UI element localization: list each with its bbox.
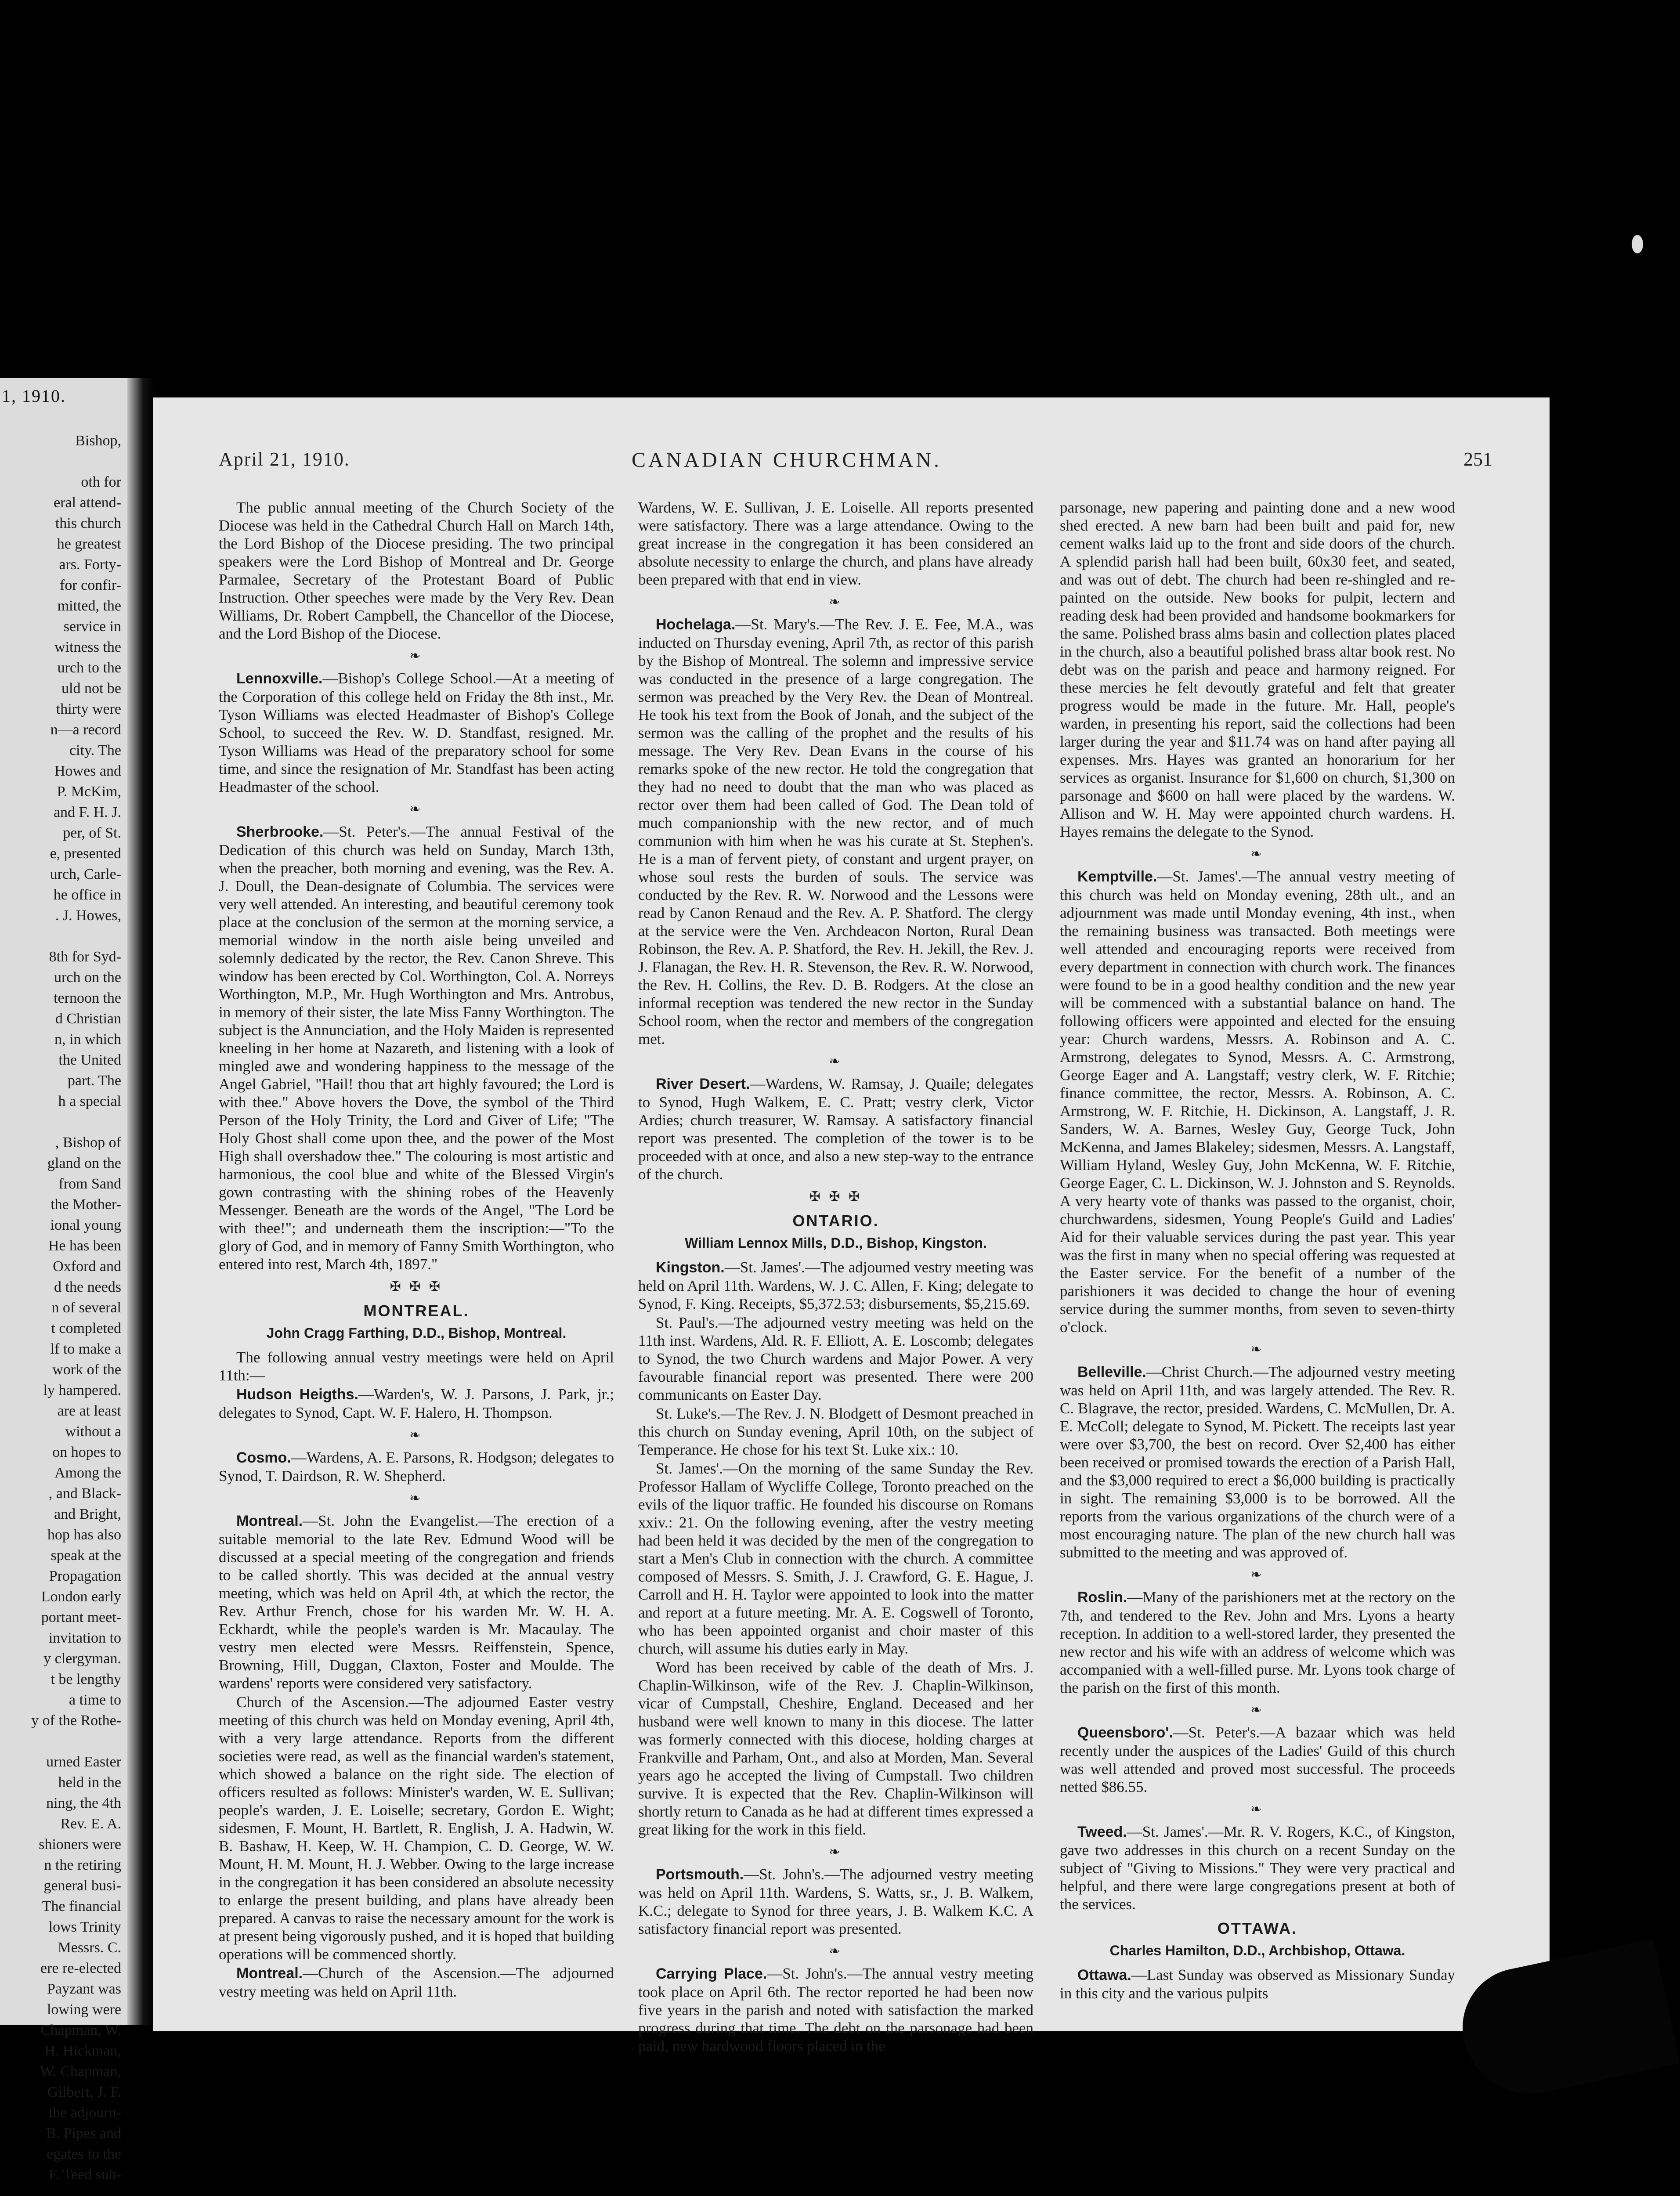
kingston-text: —St. James'.—The adjourned vestry meeting was held on April 11th. Wardens, W. J. C. Allen, F. King; delegate to Synod, F. King. Receipts, $5,372.53; disbursements, $5,215.69. [638, 1259, 1033, 1312]
fleuron-icon: ❧ [829, 1054, 843, 1069]
previous-page-line: Chapman, W. [40, 2022, 121, 2038]
montreal-bishop-line: John Cragg Farthing, D.D., Bishop, Montreal. [266, 1325, 567, 1341]
carrying-place-continued: parsonage, new papering and painting done and a new wood shed erected. A new barn had been built and paid for, new cement walks laid up to the front and side doors of the church. A splendid parish hall had been built, 60x30 feet, and seated, and was out of debt. The church had been re-shingled and re-painted on the outside. New books for pulpit, lectern and reading desk had been provided and handsome bookmarkers for the same. Polished brass alms basin and collection plates placed in the church, also a beautiful polished brass altar book rest. No debt was on the parish and peace and harmony reigned. For these mercies he felt devoutly grateful and felt that greater progress would be made in the future. Mr. Hall, people's warden, in presenting his report, said the collections had been larger during the year and $11.74 was on hand after paying all expenses. Mrs. Hayes was granted an honorarium for her services as organist. Insurance for $1,600 on church, $1,300 on parsonage and $600 on hall were placed by the wardens. W. Allison and W. H. May were appointed church wardens. H. Hayes remains the delegate to the Synod. [1060, 499, 1455, 840]
fleuron-icon: ❧ [1250, 1568, 1265, 1582]
montreal-intro: The following annual vestry meetings were held on April 11th:— [219, 1349, 614, 1384]
montreal-ascension-text: —Church of the Ascension.—The adjourned vestry meeting was held on April 11th. [219, 1965, 614, 2000]
previous-page-line: witness the [54, 639, 121, 655]
fleuron-icon: ❧ [409, 802, 423, 816]
cosmo-text: —Wardens, A. E. Parsons, R. Hodgson; delegates to Synod, T. Dairdson, R. W. Shepherd. [219, 1449, 614, 1484]
fleuron-icon: ❧ [829, 1845, 843, 1859]
column-2 [638, 498, 1033, 2055]
previous-page-line: He has been [48, 1238, 121, 1254]
portsmouth-heading: Portsmouth. [656, 1866, 744, 1883]
previous-page-line: for confir- [60, 577, 121, 593]
previous-page-line: the Mother- [51, 1196, 121, 1213]
sherbrooke-heading: Sherbrooke. [236, 824, 324, 840]
ottawa-section-heading: OTTAWA. [1217, 1919, 1298, 1937]
previous-page-line: uld not be [61, 680, 121, 697]
wilkinson-notice: Word has been received by cable of the death of Mrs. J. Chaplin-Wilkinson, wife of the Rev. J. Chaplin-Wilkinson, vicar of Cumpstall, Cheshire, England. Deceased and her husband were well known to many in this diocese. The latter was formerly connected with this diocese, holding charges at Frankville and Parham, Ont., and also at Morden, Man. Several years ago he accepted the living of Cumpstall. Two children survive. It is expected that the Rev. Chaplin-Wilkinson will shortly return to Canada as he had at different times expressed a great liking for the work in this field. [638, 1659, 1033, 1838]
carrying-place-article [638, 1965, 1033, 2055]
previous-page-line: . J. Howes, [55, 907, 121, 924]
previous-page-line: ly hampered. [43, 1382, 121, 1398]
portsmouth-text: —St. John's.—The adjourned vestry meeting was held on April 11th. Wardens, S. Watts, sr., J. B. Walkem, K.C.; delegate to Synod for three years, J. B. Walkem K.C. A satisfactory financial report was presented. [638, 1866, 1033, 1937]
previous-page-line: held in the [58, 1774, 121, 1791]
previous-page-line: this church [55, 515, 121, 531]
column-3 [1060, 498, 1455, 2002]
previous-page-line: egates to the [47, 2146, 121, 2162]
previous-page-line: ternoon the [54, 990, 121, 1006]
belleville-text: —Christ Church.—The adjourned vestry meeting was held on April 11th, and was largely attended. The Rev. R. C. Blagrave, the rector, presided. Wardens, C. McMullen, Dr. A. E. McColl; delegate to Synod, M. Pickett. The receipts last year were over $3,700, the best on record. Over $2,400 has either been received or promised towards the erection of a Parish Hall, and the $3,000 required to erect a $6,000 building is practically in sight. The remaining $3,000 is to be borrowed. All the reports from the various organizations of the church were of a most encouraging nature. The plan of the new church hall was submitted to the meeting and was approved of. [1060, 1363, 1455, 1561]
cosmo-article [219, 1448, 614, 1485]
previous-page-line: Rev. E. A. [60, 1816, 121, 1832]
previous-page-line: y clergyman. [43, 1651, 121, 1667]
previous-page-line: he greatest [57, 536, 121, 552]
portsmouth-article [638, 1865, 1033, 1938]
fleuron-icon: ❧ [1250, 1703, 1265, 1717]
belleville-article [1060, 1363, 1455, 1561]
previous-page-line: service in [63, 618, 121, 635]
hudson-heading: Hudson Heigths. [236, 1386, 358, 1403]
river-desert-text: —Wardens, W. Ramsay, J. Quaile; delegates to Synod, Hugh Walkem, E. C. Pratt; vestry clerk, Victor Ardies; church treasurer, W. Ramsay. A satisfactory financial report was presented. The completion of the tower is to be proceeded with at once, and also a new step-way to the entrance of the church. [638, 1075, 1033, 1183]
previous-page-line: n the retiring [44, 1857, 121, 1873]
fleuron-icon: ❧ [1250, 847, 1265, 861]
previous-page-line: Bishop, [75, 433, 121, 449]
previous-page-line: invitation to [48, 1630, 121, 1646]
queensboro-heading: Queensboro'. [1077, 1724, 1173, 1741]
montreal-heading: Montreal. [236, 1513, 303, 1529]
belleville-heading: Belleville. [1077, 1364, 1146, 1380]
previous-page-line: London early [41, 1589, 121, 1605]
previous-page-line: Howes and [54, 763, 121, 779]
previous-page-line: from Sand [58, 1176, 121, 1192]
queensboro-text: —St. Peter's.—A bazaar which was held recently under the auspices of the Ladies' Guild of this church was well attended and proved most successful. The proceeds netted $86.55. [1060, 1724, 1455, 1795]
previous-page-line [3, 1112, 121, 1132]
previous-page-line: a time to [69, 1692, 121, 1708]
previous-page-line: gland on the [47, 1155, 121, 1171]
issue-date: April 21, 1910. [219, 448, 350, 470]
previous-page-line: urch, Carle- [50, 866, 121, 882]
fleuron-icon: ❧ [409, 649, 423, 663]
fleuron-icon: ❧ [409, 1491, 423, 1506]
scan-speck [1632, 235, 1643, 253]
previous-page-text [3, 430, 121, 2196]
previous-page-line: Oxford and [53, 1258, 121, 1275]
previous-page-line: urch to the [57, 660, 121, 676]
montreal-ascension-article [219, 1964, 614, 2001]
hochelaga-heading: Hochelaga. [656, 616, 736, 633]
previous-page-line: speak at the [51, 1547, 121, 1564]
newspaper-page [153, 397, 1550, 2055]
previous-page-line: are at least [57, 1403, 121, 1419]
carrying-place-heading: Carrying Place. [656, 1965, 767, 1982]
previous-page-line: part. The [67, 1073, 121, 1089]
previous-page-line: lows Trinity [48, 1919, 121, 1935]
previous-page-line: lowing were [47, 2001, 121, 2018]
montreal-section-heading: MONTREAL. [363, 1302, 470, 1320]
previous-page-line: The financial [42, 1898, 121, 1914]
river-desert-heading: River Desert. [656, 1076, 750, 1092]
roslin-article [1060, 1588, 1455, 1697]
previous-page-line: Propagation [49, 1568, 121, 1584]
previous-page-line: d the needs [54, 1279, 121, 1295]
previous-page-line: ars. Forty- [59, 556, 121, 573]
st-pauls-article: St. Paul's.—The adjourned vestry meeting was held on the 11th inst. Wardens, Ald. R. F. Elliott, A. E. Loscomb; delegates to Synod, the two Church wardens and Major Power. A very favourable financial report was presented. There were 200 communicants on Easter Day. [638, 1314, 1033, 1403]
previous-page-line: B. Pipes and [46, 2125, 121, 2142]
previous-page-line: n, in which [54, 1031, 121, 1047]
ascension-continued: Wardens, W. E. Sullivan, J. E. Loiselle. All reports presented were satisfactory. There was a large attendance. Owing to the great increase in the congregation it has been considered an absolute necessity to enlarge the church, and plans have already been prepared with that end in view. [638, 499, 1033, 588]
previous-page-line: F. Teed sub- [48, 2167, 121, 2183]
previous-page-line: n of several [51, 1300, 121, 1316]
kemptville-heading: Kemptville. [1077, 868, 1157, 885]
st-james-article: St. James'.—On the morning of the same Sunday the Rev. Professor Hallam of Wycliffe College, Toronto preached on the evils of the liquor traffic. He founded his discourse on Romans xxiv.: 21. On the following evening, after the vestry meeting had been held it was decided by the men of the congregation to start a Men's Club in connection with the church. A committee composed of Messrs. S. Smith, J. J. Crawford, G. E. Hague, J. Carroll and H. H. Taylor were appointed to look into the matter and report at a future meeting. Mr. A. E. Cogswell of Toronto, who has been appointed organist and choir master of this church, will assume his duties early in May. [638, 1460, 1033, 1657]
previous-page-line: H. Hickman, [44, 2043, 121, 2059]
hudson-text: —Warden's, W. J. Parsons, J. Park, jr.; delegates to Synod, Capt. W. F. Halero, H. Thompson. [219, 1386, 614, 1421]
previous-page-line: urch on the [54, 969, 121, 986]
previous-page-line: work of the [52, 1362, 121, 1378]
fleuron-icon: ❧ [829, 595, 843, 609]
ontario-bishop-line: William Lennox Mills, D.D., Bishop, Kingston. [685, 1235, 987, 1251]
previous-page-line: , and Black- [48, 1485, 121, 1502]
previous-page-line: ere re-elected [40, 1960, 121, 1976]
previous-page-line: d Christian [55, 1011, 121, 1027]
previous-page-line: y of the Rothe- [31, 1712, 121, 1729]
publication-title: CANADIAN CHURCHMAN. [632, 448, 942, 472]
previous-page-line: Messrs. C. [58, 1940, 121, 1956]
previous-page-line: t be lengthy [51, 1671, 121, 1687]
section-ornament: ✠ ✠ ✠ [809, 1189, 863, 1204]
previous-page-line: oth for [81, 474, 121, 490]
previous-page-line: , Bishop of [55, 1134, 121, 1151]
previous-page-line: mitted, the [57, 598, 121, 614]
previous-page-line: ning, the 4th [46, 1795, 121, 1811]
ottawa-bishop-line: Charles Hamilton, D.D., Archbishop, Ottawa. [1109, 1943, 1405, 1958]
hochelaga-text: —St. Mary's.—The Rev. J. E. Fee, M.A., was inducted on Thursday evening, April 7th, as rector of this parish by the Bishop of Montreal. The solemn and impressive service was conducted in the presence of a large congregation. The sermon was preached by the Very Rev. the Dean of Montreal. He took his text from the Book of Jonah, and the subject of the sermon was the calling of the prophet and the results of his message. The Very Rev. Dean Evans in the course of his remarks spoke of the new rector. He told the congregation that they had no need to doubt that the man who was placed as rector over them had been called of God. The Dean told of much companionship with the new rector, and of much communion with him when he was his curate at St. Stephen's. He is a man of fervent piety, of constant and urgent prayer, on whose soul rests the burden of souls. The service was conducted by the Rev. R. W. Norwood and the Lessons were read by Canon Renaud and the Rev. A. P. Shatford. The clergy at the service were the Ven. Archdeacon Norton, Rural Dean Robinson, the Rev. A. P. Shatford, the Rev. H. Jekill, the Rev. J. J. Flanagan, the Rev. H. R. Stevenson, the Rev. R. W. Norwood, the Rev. H. Collins, the Rev. D. B. Rodgers. At the close an informal reception was tendered the new rector in the Sunday School room, when the rector and members of the congregation met. [638, 616, 1033, 1047]
kemptville-article [1060, 867, 1455, 1336]
previous-page-line: on hopes to [52, 1444, 121, 1460]
roslin-heading: Roslin. [1077, 1589, 1127, 1606]
page-number: 251 [1463, 448, 1492, 470]
fleuron-icon: ❧ [1250, 1802, 1265, 1817]
previous-page-line: urned Easter [46, 1754, 121, 1770]
previous-page-line: and F. H. J. [53, 804, 121, 820]
previous-page-fragment [0, 378, 127, 2183]
previous-page-line: thirty were [56, 701, 121, 717]
previous-page-line: without a [65, 1423, 121, 1440]
church-society-article: The public annual meeting of the Church Society of the Diocese was held in the Cathedral Church Hall on March 14th, the Lord Bishop of the Diocese presiding. The two principal speakers were the Lord Bishop of Montreal and Dr. George Parmalee, Secretary of the Protestant Board of Public Instruction. Other speeches were made by the Very Rev. Dean Williams, Dr. Robert Campbell, the Chancellor of the Diocese, and the Lord Bishop of the Diocese. [219, 499, 614, 642]
kingston-article [638, 1258, 1033, 1313]
previous-page-line: hop has also [47, 1527, 121, 1543]
montreal-st-john-article [219, 1512, 614, 1692]
ontario-section-heading: ONTARIO. [792, 1212, 879, 1230]
previous-page-line: t completed [51, 1320, 121, 1336]
hochelaga-article [638, 615, 1033, 1048]
previous-page-line: general busi- [43, 1878, 121, 1894]
previous-page-line: P. McKim, [57, 784, 121, 800]
previous-page-line: e, presented [50, 845, 121, 862]
previous-page-line: lf to make a [50, 1341, 121, 1357]
fleuron-icon: ❧ [1250, 1342, 1265, 1357]
kingston-heading: Kingston. [656, 1259, 725, 1276]
previous-page-line: shioners were [39, 1836, 121, 1853]
previous-page-line: he office in [53, 887, 121, 903]
previous-page-line: ional young [50, 1217, 121, 1233]
ascension-article: Church of the Ascension.—The adjourned Easter vestry meeting of this church was held on Monday evening, April 4th, with a very large attendance. Reports from the different societies were read, as well as the financial warden's statement, which showed a balance on the right side. The election of officers resulted as follows: Minister's warden, W. E. Sullivan; people's warden, J. E. Loiselle; secretary, Gordon E. Wight; sidesmen, F. Mount, H. Bartlett, R. English, J. A. Hadwin, W. B. Bashaw, H. Keep, W. H. Champion, C. D. George, W. W. Mount, H. M. Mount, H. J. Webber. Owing to the large increase in the congregation it has been considered an absolute necessity to enlarge the present building, and plans have already been prepared. A canvas to raise the necessary amount for the work is at present being vigorously pushed, and it is hoped that building operations will be commenced shortly. [219, 1694, 614, 1963]
montreal-heading-2: Montreal. [236, 1965, 303, 1982]
lennoxville-article [219, 669, 614, 796]
previous-page-line: Payzant was [47, 1981, 121, 1997]
tweed-article [1060, 1823, 1455, 1913]
previous-page-line: h a special [58, 1093, 121, 1109]
previous-page-line: Gilbert, J. F. [47, 2084, 121, 2100]
carrying-place-text: —St. John's.—The annual vestry meeting took place on April 6th. The rector reported he had been now five years in the parish and noted with satisfaction the marked progress during that time. The debt on the parsonage had been paid, new hardwood floors placed in the [638, 1965, 1033, 2055]
cosmo-heading: Cosmo. [236, 1449, 291, 1466]
sherbrooke-text: —St. Peter's.—The annual Festival of the Dedication of this church was held on Sunday, March 13th, when the preacher, both morning and evening, was the Rev. A. J. Doull, the Dean-designate of Columbia. The services were very well attended. An interesting, and beautiful ceremony took place at the conclusion of the sermon at the morning service, a memorial window in the north aisle being unveiled and solemnly dedicated by the rector, the Rev. Canon Shreve. This window has been erected by Col. Worthington, Col. A. Norreys Worthington, M.P., Mr. Hugh Worthington and Mrs. Antrobus, in memory of their sister, the late Miss Fanny Worthington. The subject is the Annunciation, and the Holy Maiden is represented kneeling in her home at Nazareth, and listening with a look of mingled awe and wondering happiness to the message of the Angel Gabriel, "Hail! thou that art highly favoured; the Lord is with thee." Above hovers the Dove, the symbol of the Third Person of the Holy Trinity, the Lord and Giver of Life; "The Holy Ghost shall come upon thee, and the power of the Most High shall overshadow thee." The colouring is most artistic and harmonious, the cool blue and white of the Blessed Virgin's gown contrasting with the shining robes of the Heavenly Messenger. Beneath are the words of the Angel, "The Lord be with thee!"; and underneath them the inscription:—"To the glory of God, and in memory of Fanny Smith Worthington, who entered into rest, March 4th, 1897." [219, 823, 614, 1273]
previous-page-line: Among the [54, 1465, 121, 1481]
column-1 [219, 498, 614, 2000]
page-gutter [127, 378, 154, 2025]
previous-page-line: portant meet- [41, 1609, 121, 1625]
fleuron-icon: ❧ [409, 1428, 423, 1442]
previous-page-line: the adjourn- [48, 2105, 121, 2121]
queensboro-article [1060, 1723, 1455, 1796]
previous-page-header: 1, 1910. [2, 386, 66, 406]
previous-page-line: eral attend- [54, 495, 121, 511]
sherbrooke-article [219, 823, 614, 1273]
page-header [153, 448, 1550, 479]
previous-page-line [3, 451, 121, 472]
previous-page-line: per, of St. [63, 825, 121, 841]
river-desert-article [638, 1075, 1033, 1183]
kemptville-text: —St. James'.—The annual vestry meeting of this church was held on Monday evening, 28th ult., and an adjournment was made until Monday evening, 4th inst., when the remaining business was transacted. Both meetings were well attended and encouraging reports were received from every department in connection with church work. The finances were found to be in a good healthy condition and the new year will be commenced with a substantial balance on hand. The following officers were appointed and elected for the ensuing year: Church wardens, Messrs. A. Robinson and A. C. Armstrong, delegates to Synod, Messrs. A. C. Armstrong, George Eager and A. Langstaff; vestry clerk, W. F. Ritchie; finance committee, the rector, Messrs. A. Robinson, A. C. Armstrong, W. F. Ritchie, H. Dickinson, A. Langstaff, J. R. Sanders, W. A. Barnes, Wesley Guy, George Tuck, John McKenna, and James Blakeley; sidesmen, Messrs. A. Langstaff, William Hyland, Wesley Guy, John McKenna, W. F. Ritchie, George Eager, C. L. Dickinson, W. J. Johnston and S. Reynolds. A very hearty vote of thanks was passed to the organist, choir, churchwardens, sidesmen, Young People's Guild and Ladies' Aid for their valuable services during the past year. This year was the first in many when no special offering was requested at the Easter service. For the benefit of a number of the parishioners it was decided to change the hour of evening service during the summer months, from seven to seven-thirty o'clock. [1060, 868, 1455, 1336]
previous-page-line: the United [58, 1052, 121, 1068]
montreal-st-john-text: —St. John the Evangelist.—The erection of a suitable memorial to the late Rev. Edmund Wood will be discussed at a special meeting of the congregation and friends to be called shortly. This was decided at the annual vestry meeting, which was held on April 4th, at which the rector, the Rev. Arthur French, chose for his warden Mr. W. H. A. Eckhardt, while the people's warden is Mr. Macaulay. The vestry men elected were Messrs. Reiffenstein, Spence, Browning, Hill, Duggan, Claxton, Foster and Moulde. The wardens' reports were considered very satisfactory. [219, 1512, 614, 1692]
section-ornament: ✠ ✠ ✠ [390, 1279, 443, 1294]
lennoxville-text: —Bishop's College School.—At a meeting of the Corporation of this college held on Friday the 8th inst., Mr. Tyson Williams was elected Headmaster of Bishop's College School, to succeed the Rev. W. D. Standfast, resigned. Mr. Tyson Williams was Head of the preparatory school for some time, and since the resignation of Mr. Standfast has been acting Headmaster of the school. [219, 670, 614, 795]
st-lukes-article: St. Luke's.—The Rev. J. N. Blodgett of Desmont preached in this church on Sunday evening, April 10th, on the subject of Temperance. He chose for his text St. Luke xix.: 10. [638, 1405, 1033, 1458]
ottawa-article [1060, 1966, 1455, 2002]
previous-page-line: and Bright, [54, 1506, 121, 1522]
previous-page-line [3, 2185, 121, 2196]
roslin-text: —Many of the parishioners met at the rectory on the 7th, and tendered to the Rev. John and Mrs. Lyons a hearty reception. In addition to a well-stored larder, they presented the new rector and his wife with an address of welcome which was accompanied with a well-filled purse. Mr. Lyons took charge of the parish on the first of this month. [1060, 1589, 1455, 1696]
tweed-text: —St. James'.—Mr. R. V. Rogers, K.C., of Kingston, gave two addresses in this church on a recent Sunday on the subject of "Giving to Missions." They were very practical and helpful, and there were large congregations present at both of the services. [1060, 1823, 1455, 1913]
ottawa-heading: Ottawa. [1077, 1967, 1131, 1983]
previous-page-line: city. The [69, 742, 121, 758]
previous-page-line [3, 926, 121, 946]
tweed-heading: Tweed. [1077, 1824, 1127, 1840]
ottawa-text: —Last Sunday was observed as Missionary Sunday in this city and the various pulpits [1060, 1966, 1455, 2002]
previous-page-line: 8th for Syd- [49, 949, 121, 965]
previous-page-line: n—a record [50, 722, 121, 738]
lennoxville-heading: Lennoxville. [236, 670, 323, 687]
hudson-article [219, 1385, 614, 1422]
fleuron-icon: ❧ [829, 1944, 843, 1958]
previous-page-line [3, 1731, 121, 1752]
previous-page-line: W. Chapman, [40, 2063, 121, 2080]
